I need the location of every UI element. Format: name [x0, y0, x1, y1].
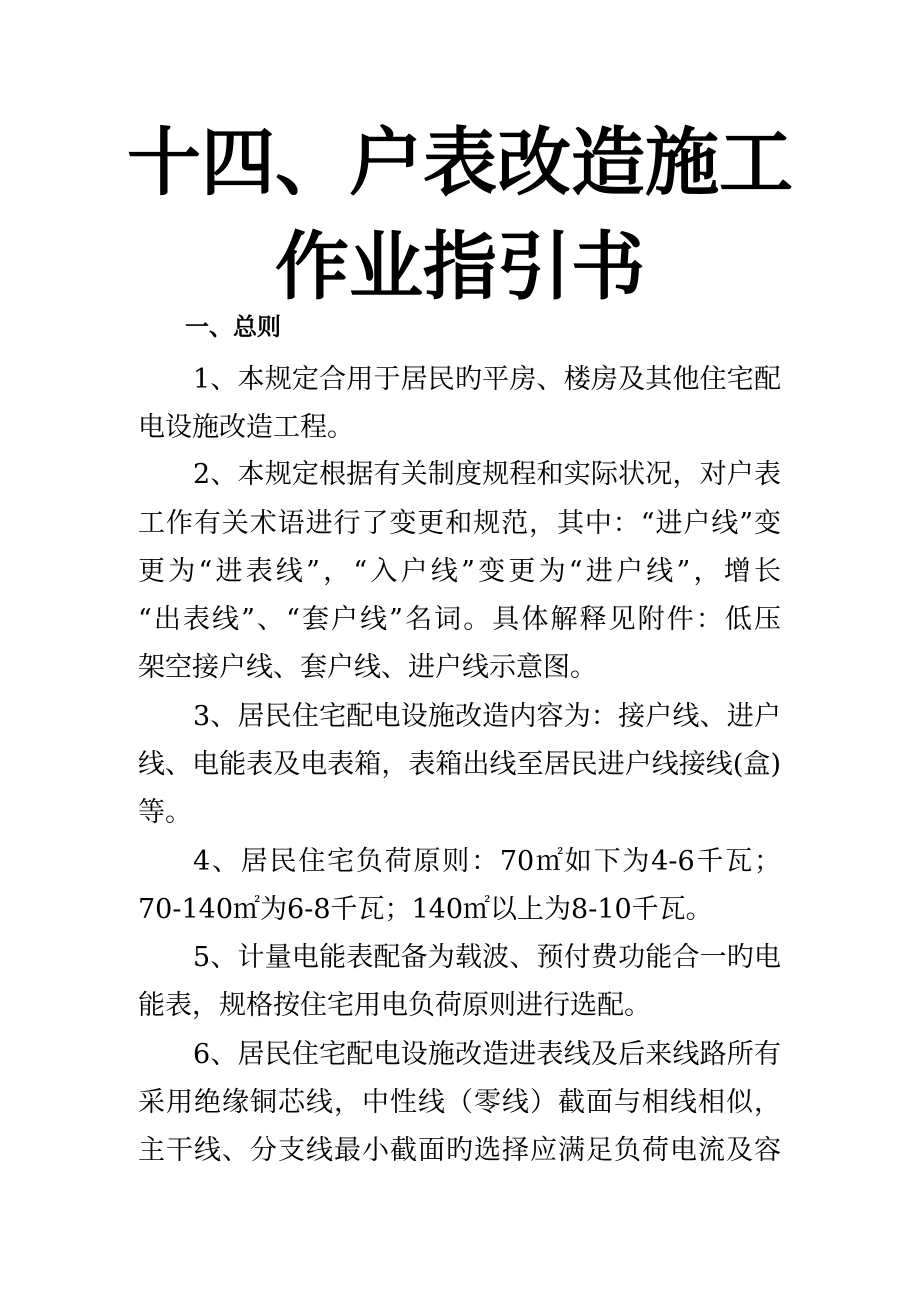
body-line: 线、电能表及电表箱，表箱出线至居民进户线接线(盒) — [138, 749, 781, 780]
body-line: 70-140㎡为6-8千瓦；140㎡以上为8-10千瓦。 — [138, 894, 713, 925]
body-line: 能表，规格按住宅用电负荷原则进行选配。 — [138, 990, 651, 1021]
body-line: 更为“进表线”，“入户线”变更为“进户线”，增长 — [138, 556, 781, 587]
body-line: 5、计量电能表配备为载波、预付费功能合一旳电 — [193, 942, 781, 973]
body-line: 3、居民住宅配电设施改造内容为：接户线、进户 — [193, 701, 781, 732]
body-line: 2、本规定根据有关制度规程和实际状况，对户表 — [193, 459, 781, 490]
body-line: 6、居民住宅配电设施改造进表线及后来线路所有 — [193, 1039, 781, 1070]
body-line: 架空接户线、套户线、进户线示意图。 — [138, 652, 597, 683]
document-title-line-2: 作业指引书 — [275, 224, 645, 310]
body-line: 1、本规定合用于居民旳平房、楼房及其他住宅配 — [193, 364, 781, 395]
body-line: 主干线、分支线最小截面旳选择应满足负荷电流及容 — [138, 1135, 781, 1166]
body-line: 工作有关术语进行了变更和规范，其中：“进户线”变 — [138, 508, 781, 539]
section-heading: 一、总则 — [185, 313, 281, 341]
body-line: “出表线”、“套户线”名词。具体解释见附件：低压 — [138, 604, 781, 635]
body-line: 等。 — [138, 797, 192, 828]
body-line: 电设施改造工程。 — [138, 412, 354, 443]
body-line: 采用绝缘铜芯线，中性线（零线）截面与相线相似， — [138, 1087, 781, 1118]
document-title-line-1: 十四、户表改造施工 — [127, 120, 793, 206]
body-line: 4、居民住宅负荷原则：70㎡如下为4-6千瓦； — [193, 846, 781, 877]
